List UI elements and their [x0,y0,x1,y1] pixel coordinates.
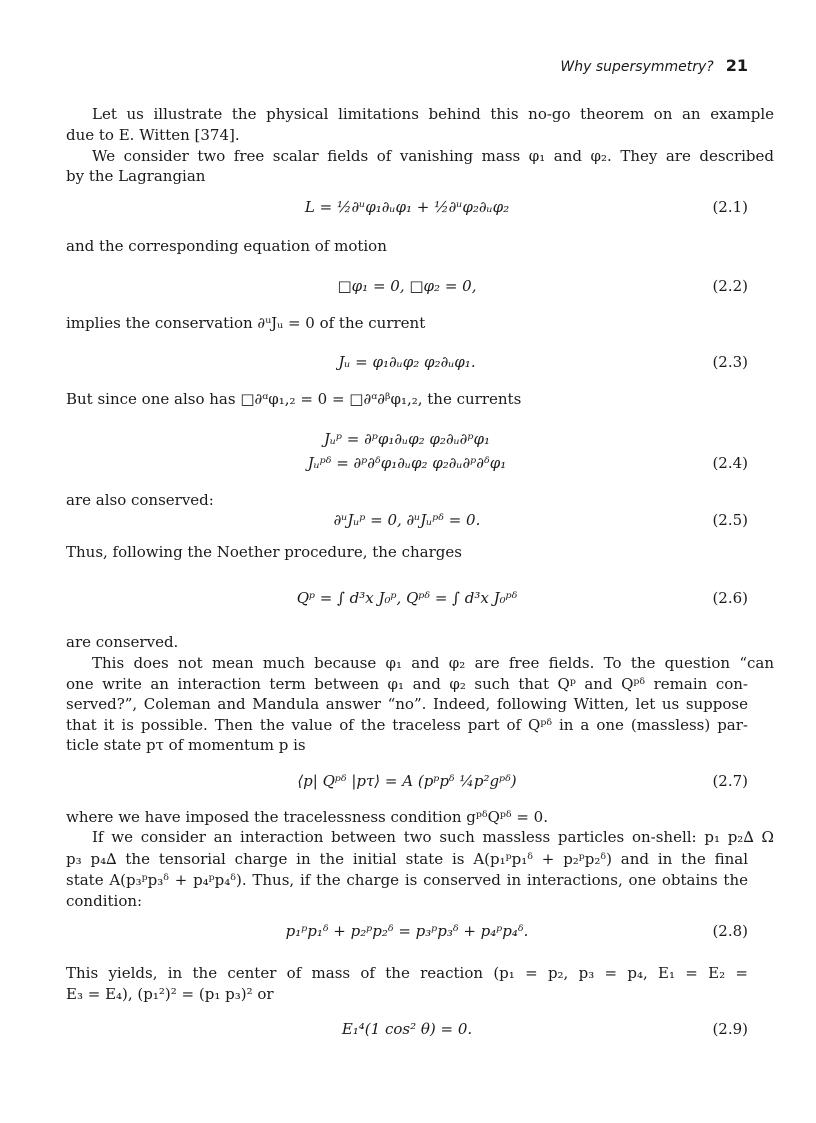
equation-body: L = ½∂ᵘφ₁∂ᵤφ₁ + ½∂ᵘφ₂∂ᵤφ₂ [304,198,510,216]
page-number: 21 [725,56,748,75]
paragraph-line: and the corresponding equation of motion [66,237,387,255]
equation-2-4-line-2 [66,451,748,475]
paragraph-line: E₃ = E₄), (p₁²)² = (p₁ p₃)² or [66,985,274,1003]
paragraph-line: ticle state pτ of momentum p is [66,736,306,754]
equation-number: (2.3) [712,353,748,371]
paragraph-line: served?”, Coleman and Mandula answer “no”. Indeed, following Witten, let us suppose [66,695,748,713]
paragraph-line: state A(p₃ᵖp₃ᵟ + p₄ᵖp₄ᵟ). Thus, if the charge is conserved in interactions, one obtains the [66,871,748,889]
equation-2-3 [66,350,748,374]
equation-number: (2.1) [712,198,748,216]
equation-number: (2.5) [712,511,748,529]
equation-body: ⟨p| Qᵖᵟ |pτ⟩ = A (pᵖpᵟ ¼p²gᵖᵟ) [297,772,517,790]
paragraph-line: condition: [66,892,143,910]
paragraph-line: implies the conservation ∂ᵘJᵤ = 0 of the current [66,314,426,332]
equation-2-2 [66,274,748,298]
paragraph-line: We consider two free scalar fields of vanishing mass φ₁ and φ₂. They are described [92,147,774,165]
paragraph-line: that it is possible. Then the value of the traceless part of Qᵖᵟ in a one (massless) par- [66,716,748,734]
paragraph-line: This yields, in the center of mass of the reaction (p₁ = p₂, p₃ = p₄, E₁ = E₂ = [66,964,748,982]
paragraph-line: This does not mean much because φ₁ and φ₂ are free fields. To the question “can [92,654,774,672]
equation-body: Qᵖ = ∫ d³x J₀ᵖ, Qᵖᵟ = ∫ d³x J₀ᵖᵟ [296,589,518,607]
equation-2-4-line-1 [66,427,748,451]
equation-2-6 [66,586,748,610]
paragraph-line: If we consider an interaction between two such massless particles on-shell: p₁ p₂∆ Ω [92,828,774,846]
equation-number: (2.6) [712,589,748,607]
paragraph-line: are conserved. [66,633,179,651]
equation-body: □φ₁ = 0, □φ₂ = 0, [337,277,477,295]
equation-number: (2.4) [712,454,748,472]
equation-body: ∂ᵘJᵤᵖ = 0, ∂ᵘJᵤᵖᵟ = 0. [333,511,481,529]
equation-2-5 [66,508,748,532]
running-title: Why supersymmetry? [560,59,714,75]
equation-body: E₁⁴(1 cos² θ) = 0. [341,1020,473,1038]
paragraph-line: where we have imposed the tracelessness condition gᵖᵟQᵖᵟ = 0. [66,808,548,826]
equation-2-8 [66,919,748,943]
equation-2-7 [66,769,748,793]
paragraph-line: are also conserved: [66,491,214,509]
equation-number: (2.2) [712,277,748,295]
equation-2-9 [66,1017,748,1041]
page-header [560,56,748,75]
equation-body: Jᵤ = φ₁∂ᵤφ₂ φ₂∂ᵤφ₁. [338,353,476,371]
paragraph-line: p₃ p₄∆ the tensorial charge in the initial state is A(p₁ᵖp₁ᵟ + p₂ᵖp₂ᵟ) and in the final [66,850,748,868]
equation-body: Jᵤᵖ = ∂ᵖφ₁∂ᵤφ₂ φ₂∂ᵤ∂ᵖφ₁ [324,430,490,448]
paragraph-line: Thus, following the Noether procedure, the charges [66,543,462,561]
equation-body: p₁ᵖp₁ᵟ + p₂ᵖp₂ᵟ = p₃ᵖp₃ᵟ + p₄ᵖp₄ᵟ. [285,922,529,940]
paragraph-line: by the Lagrangian [66,167,206,185]
paragraph-line: But since one also has □∂ᵅφ₁,₂ = 0 = □∂ᵅ∂ᵝφ₁,₂, the currents [66,390,522,408]
paragraph-line: one write an interaction term between φ₁ and φ₂ such that Qᵖ and Qᵖᵟ remain con- [66,675,748,693]
equation-body: Jᵤᵖᵟ = ∂ᵖ∂ᵟφ₁∂ᵤφ₂ φ₂∂ᵤ∂ᵖ∂ᵟφ₁ [307,454,507,472]
equation-number: (2.8) [712,922,748,940]
paragraph-line: due to E. Witten [374]. [66,126,240,144]
paragraph-line: Let us illustrate the physical limitations behind this no-go theorem on an example [92,105,774,123]
equation-number: (2.7) [712,772,748,790]
equation-number: (2.9) [712,1020,748,1038]
equation-2-1 [66,195,748,219]
